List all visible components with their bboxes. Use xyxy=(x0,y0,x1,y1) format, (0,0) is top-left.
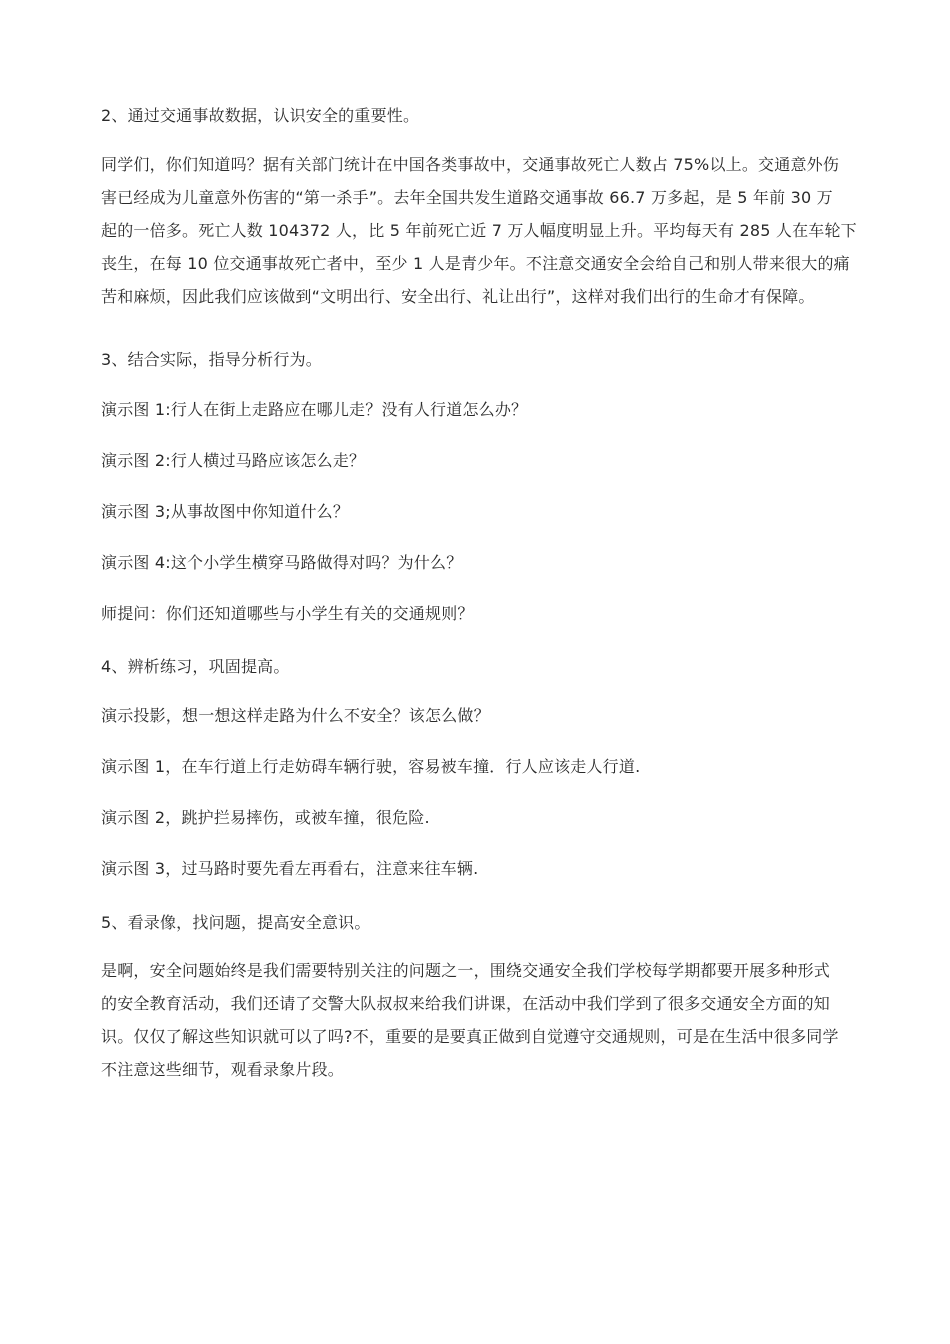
section-heading-2: 2、通过交通事故数据，认识安全的重要性。 xyxy=(101,106,420,125)
paragraph-line: 不注意这些细节，观看录象片段。 xyxy=(101,1060,345,1079)
paragraph-line: 苦和麻烦，因此我们应该做到“文明出行、安全出行、礼让出行”，这样对我们出行的生命才有保障。 xyxy=(101,287,815,306)
paragraph-line: 害已经成为儿童意外伤害的“第一杀手”。去年全国共发生道路交通事故 66.7 万多起，是 5 年前 30 万 xyxy=(101,188,833,207)
paragraph-line: 同学们，你们知道吗？据有关部门统计在中国各类事故中，交通事故死亡人数占 75%以上。交通意外伤 xyxy=(101,155,840,174)
teacher-question: 师提问：你们还知道哪些与小学生有关的交通规则？ xyxy=(101,604,474,623)
demo-figure-2-answer: 演示图 2，跳护拦易摔伤，或被车撞，很危险. xyxy=(101,808,430,827)
paragraph-line: 丧生，在每 10 位交通事故死亡者中，至少 1 人是青少年。不注意交通安全会给自己和别人带来很大的痛 xyxy=(101,254,850,273)
projection-question: 演示投影，想一想这样走路为什么不安全？该怎么做？ xyxy=(101,706,490,725)
statistics-paragraph xyxy=(101,148,857,313)
paragraph-line: 起的一倍多。死亡人数 104372 人，比 5 年前死亡近 7 万人幅度明显上升。平均每天有 285 人在车轮下 xyxy=(101,221,857,240)
demo-figure-2-question: 演示图 2:行人横过马路应该怎么走？ xyxy=(101,451,366,470)
demo-figure-4-question: 演示图 4:这个小学生横穿马路做得对吗？为什么？ xyxy=(101,553,463,572)
demo-figure-3-answer: 演示图 3，过马路时要先看左再看右，注意来往车辆. xyxy=(101,859,479,878)
paragraph-line: 识。仅仅了解这些知识就可以了吗?不，重要的是要真正做到自觉遵守交通规则，可是在生活中很多同学 xyxy=(101,1027,839,1046)
paragraph-line: 的安全教育活动，我们还请了交警大队叔叔来给我们讲课，在活动中我们学到了很多交通安全方面的知 xyxy=(101,994,831,1013)
demo-figure-3-question: 演示图 3;从事故图中你知道什么？ xyxy=(101,502,350,521)
section-heading-3: 3、结合实际，指导分析行为。 xyxy=(101,350,322,369)
section-heading-5: 5、看录像，找问题，提高安全意识。 xyxy=(101,913,371,932)
section-heading-4: 4、辨析练习，巩固提高。 xyxy=(101,657,290,676)
demo-figure-1-answer: 演示图 1，在车行道上行走妨碍车辆行驶，容易被车撞．行人应该走人行道. xyxy=(101,757,641,776)
demo-figure-1-question: 演示图 1:行人在街上走路应在哪儿走？没有人行道怎么办？ xyxy=(101,400,528,419)
safety-awareness-paragraph xyxy=(101,954,839,1086)
paragraph-line: 是啊，安全问题始终是我们需要特别关注的问题之一，围绕交通安全我们学校每学期都要开展多种形式 xyxy=(101,961,831,980)
